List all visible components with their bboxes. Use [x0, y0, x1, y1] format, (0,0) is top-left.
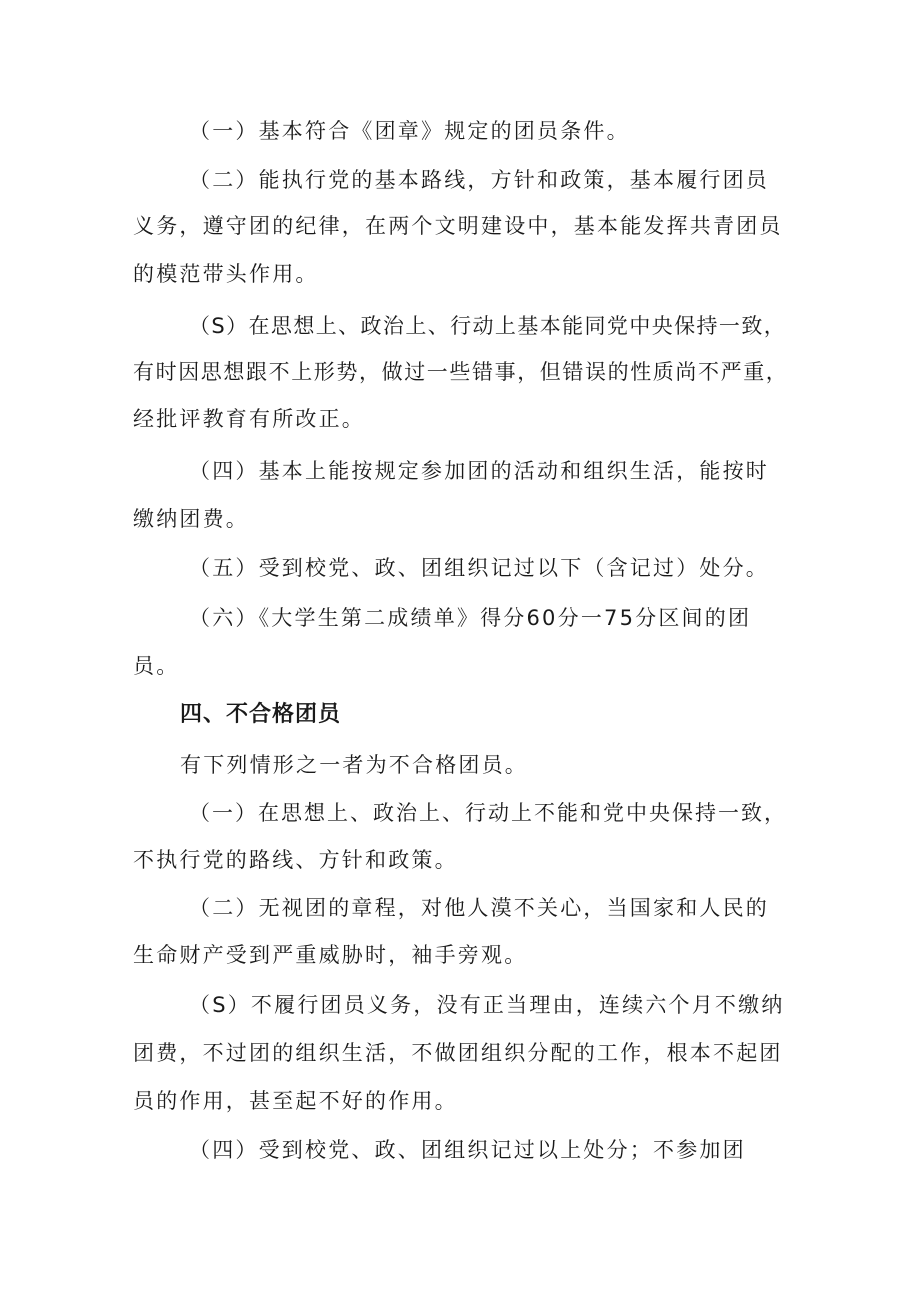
paragraph-line: 员。	[133, 654, 180, 678]
paragraph-line: （四）受到校党、政、团组织记过以上处分；不参加团	[189, 1138, 746, 1162]
paragraph-line: 员的作用，甚至起不好的作用。	[133, 1089, 458, 1113]
paragraph-line: （一）在思想上、政治上、行动上不能和党中央保持一致，	[189, 801, 787, 825]
paragraph-line: 经批评教育有所改正。	[133, 407, 365, 431]
paragraph-line: 不执行党的路线、方针和政策。	[133, 848, 458, 872]
section-heading: 四、不合格团员	[180, 702, 342, 727]
paragraph-line: 有下列情形之一者为不合格团员。	[180, 753, 528, 777]
paragraph-line: （五）受到校党、政、团组织记过以下（含记过）处分。	[189, 556, 769, 580]
paragraph-line: 的模范带头作用。	[133, 262, 319, 286]
paragraph-line: （二）能执行党的基本路线，方针和政策，基本履行团员	[189, 168, 769, 192]
paragraph-line: （四）基本上能按规定参加团的活动和组织生活，能按时	[189, 459, 769, 483]
paragraph-line: 义务，遵守团的纪律，在两个文明建设中，基本能发挥共青团员	[133, 214, 783, 238]
paragraph-line: 团费，不过团的组织生活，不做团组织分配的工作，根本不起团	[133, 1041, 783, 1065]
paragraph-line: 有时因思想跟不上形势，做过一些错事，但错误的性质尚不严重，	[133, 360, 789, 384]
paragraph-line: 生命财产受到严重威胁时，袖手旁观。	[133, 943, 528, 967]
paragraph-line: 缴纳团费。	[133, 507, 249, 531]
paragraph-line: （二）无视团的章程，对他人漠不关心，当国家和人民的	[189, 896, 769, 920]
paragraph-line: （S）在思想上、政治上、行动上基本能同党中央保持一致，	[189, 314, 787, 338]
paragraph-line: （六）《大学生第二成绩单》得分60分一75分区间的团	[189, 606, 752, 630]
paragraph-line: （S）不履行团员义务，没有正当理由，连续六个月不缴纳	[189, 993, 785, 1017]
paragraph-line: （一）基本符合《团章》规定的团员条件。	[189, 119, 630, 143]
